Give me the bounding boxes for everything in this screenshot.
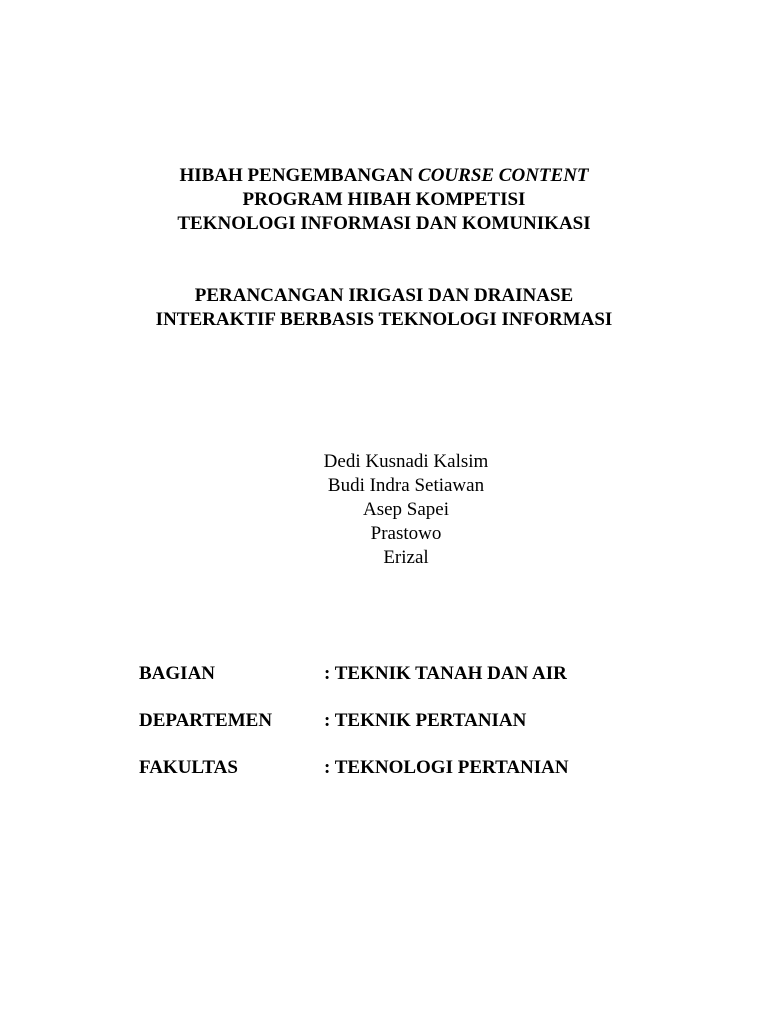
info-label: DEPARTEMEN xyxy=(139,710,273,731)
info-row-bagian xyxy=(139,662,699,686)
author-name: Asep Sapei xyxy=(362,499,449,520)
title-line-1: PERANCANGAN IRIGASI DAN DRAINASE xyxy=(194,285,574,306)
grant-heading xyxy=(0,164,768,236)
title-line-2: INTERAKTIF BERBASIS TEKNOLOGI INFORMASI xyxy=(155,309,613,330)
heading-line-1 xyxy=(0,164,768,188)
info-label: FAKULTAS xyxy=(139,757,238,778)
info-row-departemen xyxy=(139,709,699,733)
info-value: : TEKNIK TANAH DAN AIR xyxy=(324,663,567,684)
document-title xyxy=(0,284,768,332)
info-value: : TEKNIK PERTANIAN xyxy=(324,710,527,731)
affiliation-info xyxy=(139,662,699,803)
author-name: Budi Indra Setiawan xyxy=(327,475,485,496)
author-list xyxy=(0,450,768,570)
heading-line-2: PROGRAM HIBAH KOMPETISI xyxy=(242,189,526,210)
info-value: : TEKNOLOGI PERTANIAN xyxy=(324,757,569,778)
author-name: Erizal xyxy=(383,547,429,568)
info-row-fakultas xyxy=(139,756,699,780)
heading-line-3: TEKNOLOGI INFORMASI DAN KOMUNIKASI xyxy=(177,213,591,234)
info-label: BAGIAN xyxy=(139,663,216,684)
author-name: Prastowo xyxy=(370,523,442,544)
author-name: Dedi Kusnadi Kalsim xyxy=(323,451,489,472)
heading-line-1-prefix: HIBAH PENGEMBANGAN xyxy=(179,165,419,186)
heading-line-1-italic: COURSE CONTENT xyxy=(418,165,589,186)
